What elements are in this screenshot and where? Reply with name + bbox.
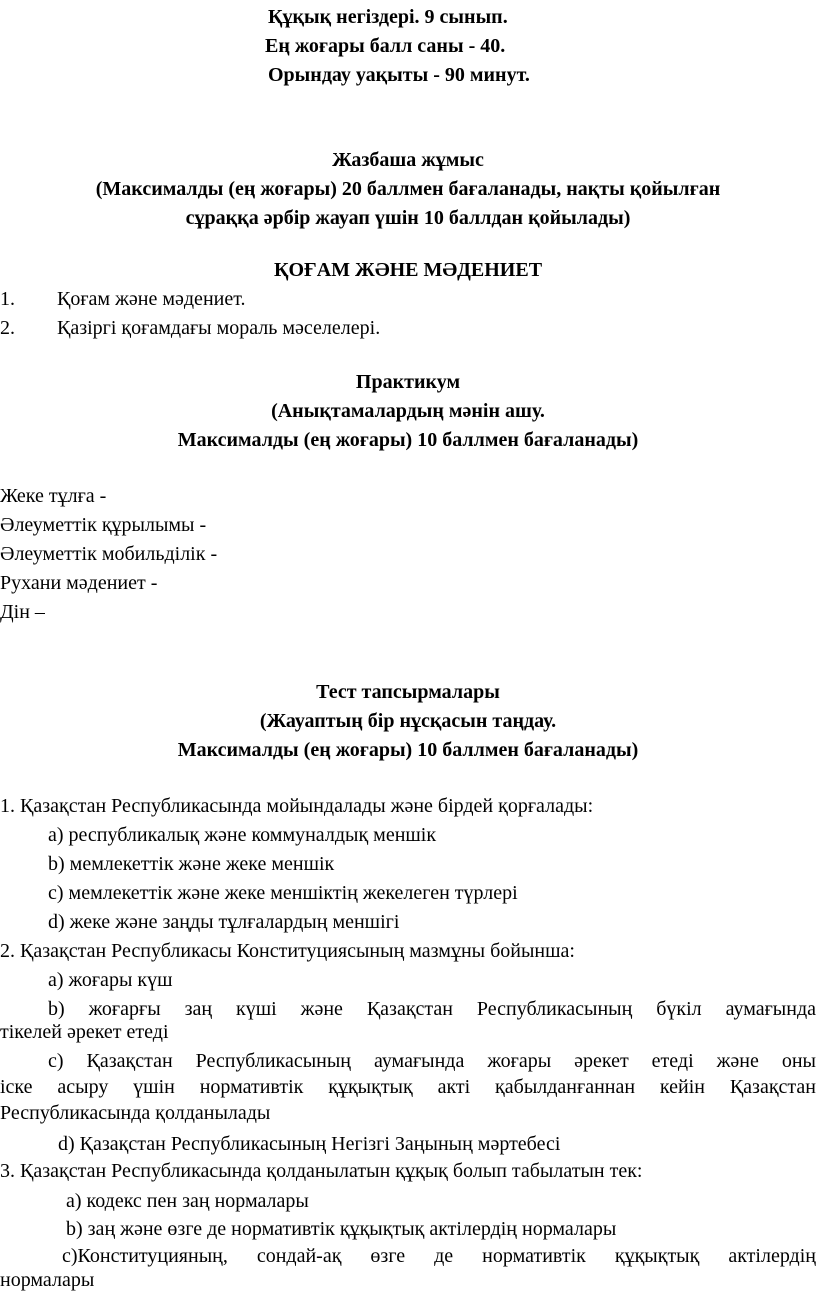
term-item: Рухани мәдениет - — [0, 572, 158, 594]
answer-option: b) жоғарғы заң күші және Қазақстан Республикасының бүкіл аумағында — [48, 998, 816, 1020]
answer-option: c) мемлекеттік және жеке меншіктің жекелеген түрлері — [48, 882, 518, 904]
question-3: 3. Қазақстан Республикасында қолданылатын құқық болып табылатын тек: — [0, 1160, 643, 1182]
list-number: 2. — [0, 317, 15, 339]
answer-option: b) мемлекеттік және жеке меншік — [48, 853, 335, 875]
term-item: Әлеуметтік мобильділік - — [0, 543, 218, 565]
written-work-desc: (Максималды (ең жоғары) 20 баллмен бағаланады, нақты қойылған — [95, 178, 721, 200]
question-2: 2. Қазақстан Республикасы Конституциясының мазмұны бойынша: — [0, 940, 575, 962]
max-score-line: Ең жоғары балл саны - 40. — [265, 35, 506, 57]
answer-option: a) кодекс пен заң нормалары — [66, 1190, 309, 1212]
written-work-title: Жазбаша жұмыс — [332, 149, 484, 171]
term-item: Жеке тұлға - — [0, 485, 107, 507]
test-desc: (Жауаптың бір нұсқасын таңдау. — [259, 710, 557, 732]
duration-line: Орындау уақыты - 90 минут. — [268, 64, 530, 86]
answer-option-cont: Республикасында қолданылады — [0, 1102, 271, 1124]
practicum-title: Практикум — [355, 371, 461, 393]
question-1: 1. Қазақстан Республикасында мойындалады және бірдей қорғалады: — [0, 795, 594, 817]
list-item — [0, 314, 380, 342]
answer-option: c) Қазақстан Республикасының аумағында жоғары әрекет етеді және оны — [48, 1050, 816, 1072]
answer-option-cont: нормалары — [0, 1269, 95, 1291]
list-item-text: Қоғам және мәдениет. — [57, 288, 246, 310]
practicum-desc-cont: Максималды (ең жоғары) 10 баллмен бағаланады) — [177, 429, 639, 451]
test-title: Тест тапсырмалары — [316, 681, 500, 703]
answer-option: c)Конституцияның, сондай-ақ өзге де нормативтік құқықтық актілердің — [62, 1245, 816, 1267]
test-desc-cont: Максималды (ең жоғары) 10 баллмен бағаланады) — [177, 739, 639, 761]
answer-option: b) заң және өзге де нормативтік құқықтық актілердің нормалары — [66, 1218, 617, 1240]
subject-grade-line: Құқық негіздері. 9 сынып. — [268, 6, 508, 28]
answer-option-cont: тікелей әрекет етеді — [0, 1021, 169, 1043]
answer-option: a) республикалық және коммуналдық меншік — [48, 824, 437, 846]
answer-option: d) жеке және заңды тұлғалардың меншігі — [48, 911, 400, 933]
answer-option: a) жоғары күш — [48, 969, 173, 991]
list-item — [0, 285, 245, 313]
written-work-desc-cont: сұраққа әрбір жауап үшін 10 баллдан қойылады) — [185, 207, 631, 229]
practicum-desc: (Анықтамалардың мәнін ашу. — [271, 400, 545, 422]
answer-option-cont: іске асыру үшін нормативтік құқықтық акті қабылданғаннан кейін Қазақстан — [0, 1076, 816, 1098]
list-number: 1. — [0, 288, 15, 310]
term-item: Әлеуметтік құрылымы - — [0, 514, 207, 536]
answer-option: d) Қазақстан Республикасының Негізгі Заңының мәртебесі — [58, 1133, 561, 1155]
topic-heading: ҚОҒАМ ЖӘНЕ МӘДЕНИЕТ — [273, 259, 543, 281]
term-item: Дін – — [0, 601, 45, 623]
list-item-text: Қазіргі қоғамдағы мораль мәселелері. — [57, 317, 381, 339]
